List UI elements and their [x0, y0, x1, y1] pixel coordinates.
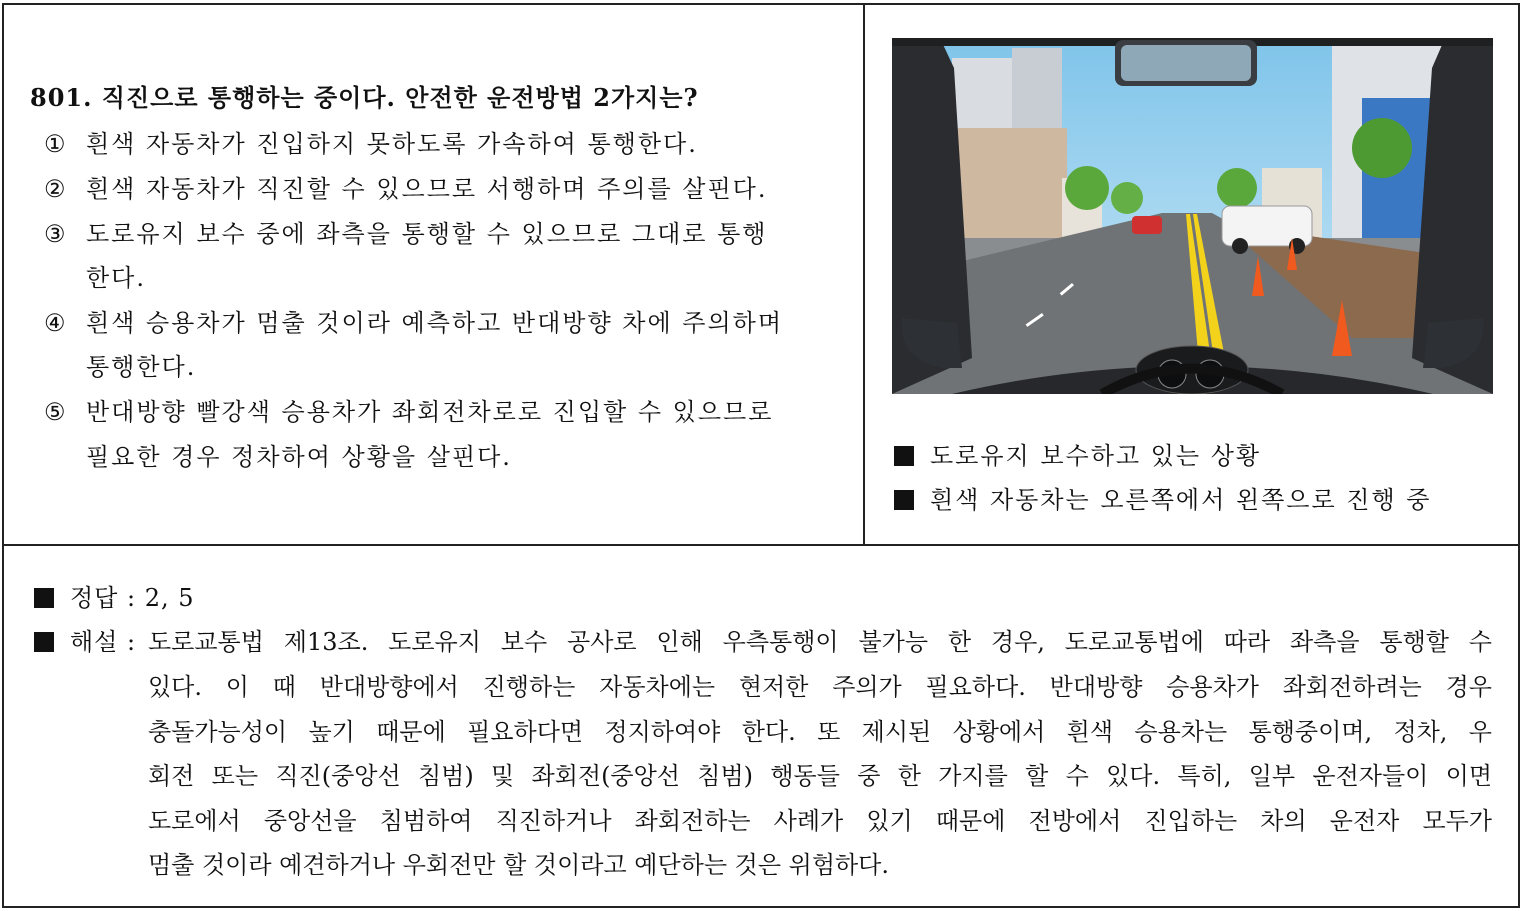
option-number: ③: [44, 220, 68, 248]
option-text: 반대방향 빨강색 승용차가 좌회전차로로 진입할 수 있으므로: [86, 398, 774, 426]
situation-note-2: 흰색 자동차는 오른쪽에서 왼쪽으로 진행 중: [894, 480, 1431, 515]
explanation-line: 있다. 이 때 반대방향에서 진행하는 자동차에는 현저한 주의가 필요하다. 반대방향 승용차가 좌회전하려는 경우: [148, 673, 1492, 701]
option-text: 도로유지 보수 중에 좌측을 통행할 수 있으므로 그대로 통행: [86, 220, 768, 248]
option-2[interactable]: [44, 169, 767, 204]
option-1[interactable]: [44, 124, 698, 159]
column-divider: [863, 3, 865, 546]
driver-view-illustration: [892, 38, 1493, 394]
option-number: ④: [44, 309, 68, 337]
bullet-square-icon: [894, 446, 914, 466]
bullet-square-icon: [34, 588, 54, 608]
option-4-continued: 통행한다.: [86, 353, 197, 381]
bullet-square-icon: [34, 632, 54, 652]
bullet-square-icon: [894, 490, 914, 510]
option-number: ②: [44, 175, 68, 203]
option-text: 흰색 자동차가 직진할 수 있으므로 서행하며 주의를 살핀다.: [86, 175, 768, 203]
explanation-label: 해설 :: [34, 622, 136, 657]
question-title: 801. 직진으로 통행하는 중이다. 안전한 운전방법 2가지는?: [30, 83, 699, 112]
option-number: ①: [44, 130, 68, 158]
situation-note-1: 도로유지 보수하고 있는 상황: [894, 436, 1261, 471]
explanation-line: 도로교통법 제13조. 도로유지 보수 공사로 인해 우측통행이 불가능 한 경우, 도로교통법에 따라 좌측을 통행할 수: [148, 628, 1492, 656]
option-3-continued: 한다.: [86, 264, 146, 292]
answer-line: [34, 578, 195, 613]
option-5[interactable]: [44, 392, 773, 427]
explanation-line: 도로에서 중앙선을 침범하여 직진하거나 좌회전하는 사례가 있기 때문에 전방에서 진입하는 차의 운전자 모두가: [148, 807, 1492, 835]
option-4[interactable]: [44, 303, 783, 338]
explanation-line: 회전 또는 직진(중앙선 침범) 및 좌회전(중앙선 침범) 행동들 중 한 가지를 할 수 있다. 특히, 일부 운전자들이 이면: [148, 762, 1492, 790]
option-text: 흰색 승용차가 멈출 것이라 예측하고 반대방향 차에 주의하며: [86, 309, 784, 337]
option-3[interactable]: [44, 214, 767, 249]
option-5-continued: 필요한 경우 정차하여 상황을 살핀다.: [86, 443, 512, 471]
explanation-line: 충돌가능성이 높기 때문에 필요하다면 정지하여야 한다. 또 제시된 상황에서 흰색 승용차는 통행중이며, 정차, 우: [148, 718, 1492, 746]
explanation-line: 멈출 것이라 예견하거나 우회전만 할 것이라고 예단하는 것은 위험하다.: [148, 851, 889, 879]
option-number: ⑤: [44, 398, 68, 426]
answer-text: 정답 : 2, 5: [70, 584, 195, 612]
section-divider: [2, 544, 1520, 546]
option-text: 흰색 자동차가 진입하지 못하도록 가속하여 통행한다.: [86, 130, 698, 158]
